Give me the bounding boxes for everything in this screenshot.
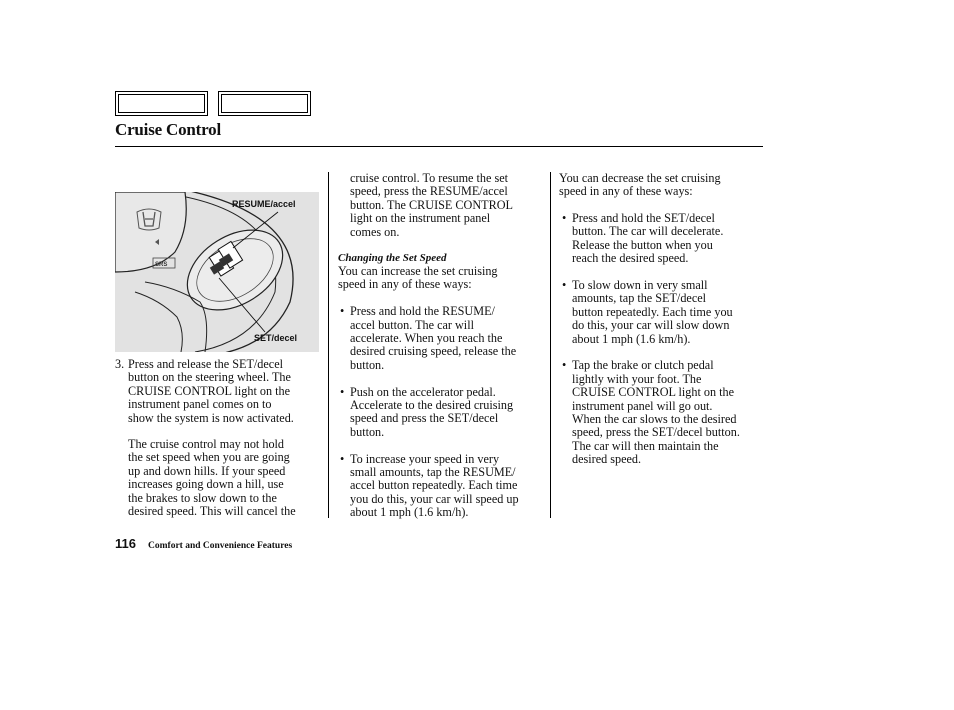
text-line: show the system is now activated.	[128, 410, 294, 425]
text-line: Accelerate to the desired cruising	[350, 398, 514, 413]
text-line: accel button. The car will	[350, 317, 474, 332]
list-item: • Press and hold the RESUME/ accel button. The car will accelerate. When you reach the desired cruising speed, release the button.	[338, 305, 543, 372]
increase-speed-section	[338, 265, 543, 520]
text-line: To increase your speed in very	[350, 451, 500, 466]
text-line: the set speed when you are going	[128, 450, 290, 465]
text-line: Press and hold the SET/decel	[572, 211, 715, 225]
text-line: button.	[350, 424, 385, 439]
text-line: small amounts, tap the RESUME/	[350, 465, 516, 480]
text-line: Press and release the SET/decel	[128, 357, 283, 371]
text-line: speed and press the SET/decel	[350, 411, 499, 426]
text-line: instrument panel will go out.	[572, 398, 713, 413]
text-line: increases going down a hill, use	[128, 477, 284, 492]
text-line: about 1 mph (1.6 km/h).	[350, 505, 469, 520]
step-3	[115, 358, 320, 425]
text-line: comes on.	[350, 224, 400, 239]
column-divider-2	[550, 172, 551, 518]
text-line: desired cruising speed, release the	[350, 344, 517, 359]
section-name: Comfort and Convenience Features	[148, 541, 293, 551]
text-line: the brakes to slow down to the	[128, 490, 277, 505]
list-item: • Push on the accelerator pedal. Accelerate to the desired cruising speed and press the SET/decel button.	[338, 386, 543, 440]
text-line: button. The CRUISE CONTROL	[350, 197, 513, 212]
resume-paragraph	[350, 172, 542, 239]
text-line: button. The car will decelerate.	[572, 224, 724, 239]
text-line: about 1 mph (1.6 km/h).	[572, 331, 691, 346]
text-line: cruise control. To resume the set	[350, 171, 508, 185]
steering-wheel-drawing	[115, 192, 319, 352]
text-line: Press and hold the RESUME/	[350, 304, 495, 319]
text-line: speed, press the RESUME/accel	[350, 184, 508, 199]
decrease-speed-list	[560, 212, 768, 467]
column-divider-1	[328, 172, 329, 518]
text-line: instrument panel comes on to	[128, 397, 272, 412]
text-line: speed in any of these ways:	[338, 277, 472, 292]
set-decel-callout: SET/decel	[254, 333, 298, 343]
text-line: button.	[350, 357, 385, 372]
text-line: Tap the brake or clutch pedal	[572, 358, 714, 373]
list-item: • To increase your speed in very small amounts, tap the RESUME/ accel button repeatedly. Each time you do this, your car will speed up about 1 mph (1.6 km/h).	[338, 453, 543, 520]
text-line: Push on the accelerator pedal.	[350, 384, 496, 399]
hill-note-paragraph	[128, 438, 320, 518]
text-line: button on the steering wheel. The	[128, 370, 291, 385]
text-line: accelerate. When you reach the	[350, 331, 503, 346]
text-line: Release the button when you	[572, 237, 713, 252]
section-heading: Changing the Set Speed	[338, 252, 447, 264]
nav-tab-box-2[interactable]	[218, 91, 311, 116]
text-line: The cruise control may not hold	[128, 437, 285, 451]
list-item: • To slow down in very small amounts, tap the SET/decel button repeatedly. Each time you do this, your car will slow down about 1 mph (1.6 km/h).	[560, 279, 768, 346]
page-title: Cruise Control	[115, 120, 221, 139]
step-number: 3.	[115, 357, 125, 371]
text-line: You can decrease the set cruising	[559, 171, 721, 185]
title-rule	[115, 146, 763, 147]
text-line: accel button repeatedly. Each time	[350, 478, 518, 493]
decrease-speed-intro	[559, 172, 764, 199]
text-line: light on the instrument panel	[350, 211, 491, 226]
text-line: speed, press the SET/decel button.	[572, 425, 740, 440]
list-item: • Tap the brake or clutch pedal lightly with your foot. The CRUISE CONTROL light on the instrument panel will go out. When the car slows to the desired speed, press the SET/decel button. The car will then maintain the desired speed.	[560, 359, 768, 466]
svg-text:SRS: SRS	[155, 262, 168, 268]
text-line: you do this, your car will speed up	[350, 491, 519, 506]
list-item: • Press and hold the SET/decel button. The car will decelerate. Release the button when you reach the desired speed.	[560, 212, 768, 266]
text-line: desired speed. This will cancel the	[128, 504, 296, 519]
text-line: To slow down in very small	[572, 278, 708, 293]
text-line: reach the desired speed.	[572, 251, 689, 266]
text-line: speed in any of these ways:	[559, 184, 693, 199]
page-number: 116	[115, 536, 136, 551]
text-line: When the car slows to the desired	[572, 412, 737, 427]
text-line: up and down hills. If your speed	[128, 463, 286, 478]
text-line: You can increase the set cruising	[338, 264, 498, 278]
text-line: do this, your car will slow down	[572, 318, 730, 333]
resume-accel-callout: RESUME/accel	[232, 199, 296, 209]
text-line: amounts, tap the SET/decel	[572, 291, 707, 306]
text-line: CRUISE CONTROL light on the	[128, 383, 291, 398]
text-line: lightly with your foot. The	[572, 371, 702, 386]
text-line: The car will then maintain the	[572, 438, 719, 453]
steering-wheel-illustration	[115, 192, 319, 352]
text-line: desired speed.	[572, 452, 642, 467]
text-line: CRUISE CONTROL light on the	[572, 385, 735, 400]
nav-tab-box-1[interactable]	[115, 91, 208, 116]
text-line: button repeatedly. Each time you	[572, 304, 733, 319]
